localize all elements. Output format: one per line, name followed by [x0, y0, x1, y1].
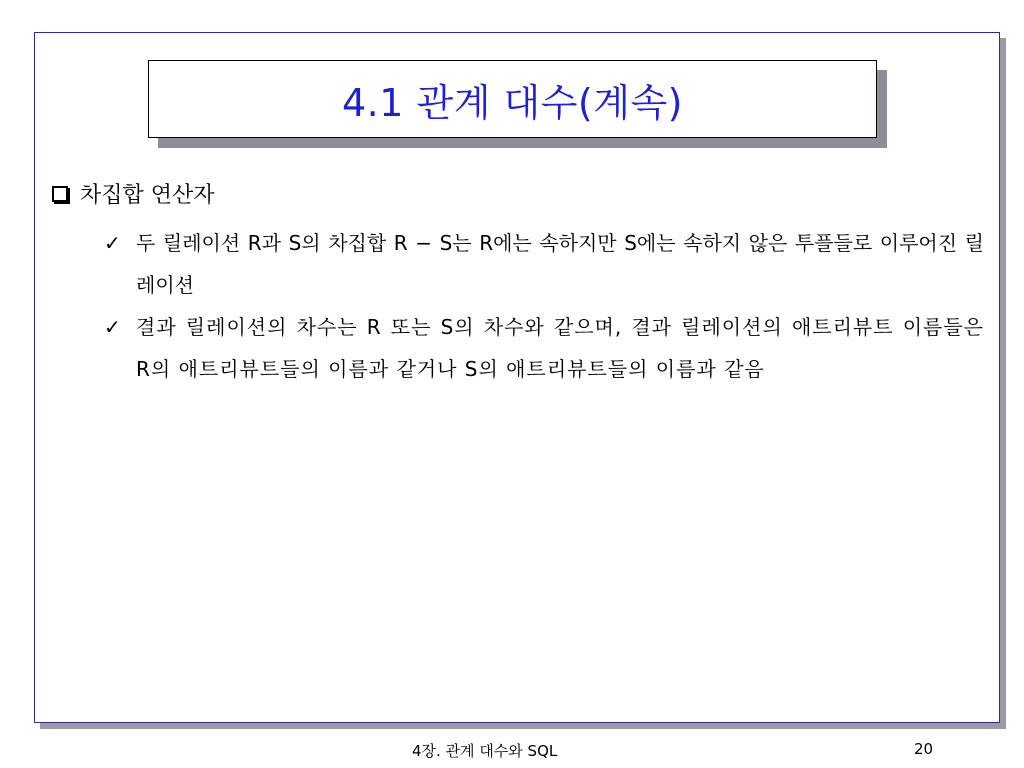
- bullet-item: [104, 222, 984, 306]
- bullet-item: [104, 306, 984, 390]
- bullet-text: 두 릴레이션 R과 S의 차집합 R − S는 R에는 속하지만 S에는 속하지 않은 투플들로 이루어진 릴레이션: [136, 231, 984, 297]
- section-heading: [52, 178, 215, 209]
- section-heading-text: 차집합 연산자: [80, 183, 215, 208]
- title-box: [148, 60, 877, 138]
- bullet-text: 결과 릴레이션의 차수는 R 또는 S의 차수와 같으며, 결과 릴레이션의 애트리뷰트 이름들은 R의 애트리뷰트들의 이름과 같거나 S의 애트리뷰트들의 이름과 같음: [136, 315, 984, 381]
- slide-title: 4.1 관계 대수(계속): [342, 80, 683, 125]
- footer-chapter: 4장. 관계 대수와 SQL: [412, 742, 558, 760]
- footer-page-number: 20: [914, 740, 934, 758]
- checkbox-square-icon: [52, 186, 68, 202]
- checkmark-icon: ✓: [104, 231, 121, 255]
- checkmark-icon: ✓: [104, 315, 121, 339]
